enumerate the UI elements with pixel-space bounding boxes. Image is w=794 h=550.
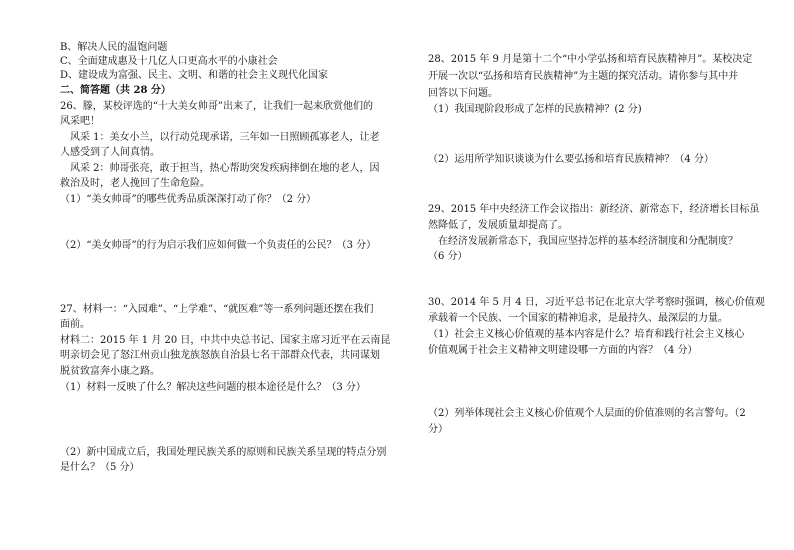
question-29-stem: 29、2015 年中央经济工作会议指出：新经济、新常态下，经济增长目标虽 (428, 204, 760, 215)
question-27-sub-2: （2）新中国成立后，我国处理民族关系的原则和民族关系呈现的特点分别 (60, 447, 387, 458)
option-d: D、建设成为富强、民主、文明、和谐的社会主义现代化国家 (60, 70, 329, 81)
question-27-material: 脱贫致富奔小康之路。 (60, 366, 160, 377)
question-30-stem: 承载着一个民族、一个国家的精神追求，是最持久、最深层的力量。 (428, 313, 728, 324)
question-30-stem: 30、2014 年 5 月 4 日，习近平总书记在北京大学考察时强调，核心价值观 (428, 297, 765, 308)
question-29-stem: 然降低了，发展质量却提高了。 (428, 220, 568, 231)
question-26-material: 人感受到了人间真情。 (60, 147, 160, 158)
section-heading: 二、简答题（共 28 分） (60, 85, 171, 96)
question-27-sub-1: （1）材料一反映了什么？解决这些问题的根本途径是什么？（3 分） (60, 382, 366, 393)
question-27-sub-2: 是什么？（5 分） (60, 462, 140, 473)
question-28-stem: 回答以下问题。 (428, 88, 498, 99)
question-29-question: （6 分） (428, 251, 468, 262)
question-27-material: 明亲切会见了怒江州贡山独龙族怒族自治县七名干部群众代表，共同谋划 (60, 350, 380, 361)
question-26-sub-1: （1）“美女帅哥”的哪些优秀品质深深打动了你？（2 分） (60, 194, 317, 205)
question-26-material: 风采 1：美女小兰，以行动兑现承诺，三年如一日照顾孤寡老人，让老 (70, 132, 380, 143)
option-b: B、解决人民的温饱问题 (60, 42, 168, 53)
question-26-material: 风采 2：帅哥张亮，敢于担当，热心帮助突发疾病摔倒在地的老人，因 (70, 163, 380, 174)
question-30-sub-2: 分） (428, 424, 448, 435)
question-28-stem: 28、2015 年 9 月是第十二个“中小学弘扬和培育民族精神月”。某校决定 (428, 54, 753, 65)
question-30-sub-1: （1）社会主义核心价值观的基本内容是什么？培育和践行社会主义核心 (428, 329, 745, 340)
question-28-sub-2: （2）运用所学知识谈谈为什么要弘扬和培育民族精神？（4 分） (428, 154, 714, 165)
question-28-stem: 开展一次以“弘扬和培育民族精神”为主题的探究活动。请你参与其中并 (428, 71, 739, 82)
question-26-stem: 风采吧！ (60, 116, 100, 127)
question-27-stem: 面前。 (60, 319, 90, 330)
question-27-stem: 27、材料一：“入园难”、“上学难”、“就医难”等一系列问题还摆在我们 (60, 304, 374, 315)
question-28-sub-1: （1）我国现阶段形成了怎样的民族精神？(2 分) (428, 104, 642, 115)
question-26-material: 救治及时，老人挽回了生命危险。 (60, 178, 210, 189)
question-26-sub-2: （2）“美女帅哥”的行为启示我们应如何做一个负责任的公民？（3 分） (60, 240, 377, 251)
question-30-sub-1: 价值观属于社会主义精神文明建设哪一方面的内容？（4 分） (428, 345, 698, 356)
question-27-material: 材料二：2015 年 1 月 20 日，中共中央总书记、国家主席习近平在云南昆 (60, 335, 391, 346)
question-29-question: 在经济发展新常态下，我国应坚持怎样的基本经济制度和分配制度？ (438, 236, 738, 247)
question-26-stem: 26、滕，某校评选的“十大美女帅哥”出来了，让我们一起来欣赏他们的 (60, 101, 373, 112)
option-c: C、全面建成惠及十几亿人口更高水平的小康社会 (60, 56, 278, 67)
question-30-sub-2: （2）列举体现社会主义核心价值观个人层面的价值准则的名言警句。（2 (428, 408, 746, 419)
